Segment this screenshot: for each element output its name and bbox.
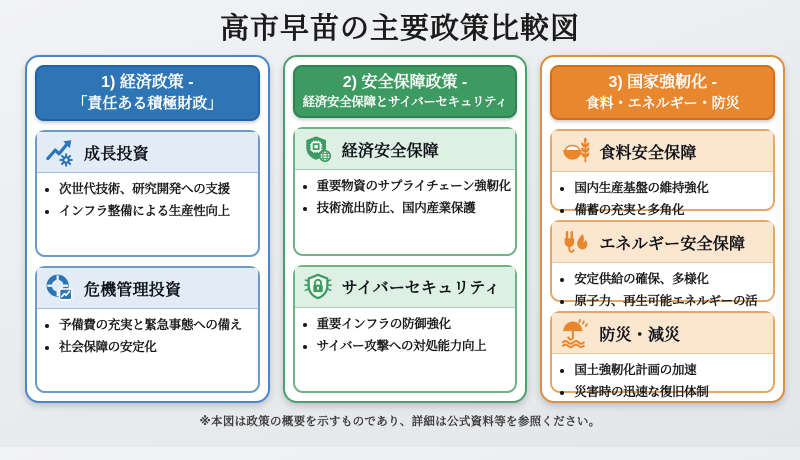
- column-economy: [25, 55, 270, 403]
- column-header-line2: 「責任ある積極財政」: [72, 94, 223, 112]
- rice-bowl-wheat-icon: [560, 136, 590, 166]
- card-header: [295, 267, 516, 308]
- bullet-item: • インフラ整備による生産性向上: [59, 202, 254, 221]
- card-header: [552, 222, 773, 263]
- card-header: [552, 313, 773, 354]
- card-body: [295, 308, 516, 392]
- card-header: [37, 132, 258, 173]
- bullet-item: • 重要インフラの防御強化: [317, 315, 512, 334]
- column-header-line1: 2) 安全保障政策 -: [342, 74, 468, 92]
- bullet-item: • 国土強靭化計画の加速: [574, 361, 769, 380]
- card-body: [37, 173, 258, 255]
- card-title: 経済安全保障: [341, 142, 439, 160]
- card-body: [552, 354, 773, 411]
- column-resilience-header: [550, 65, 775, 120]
- card-title: サイバーセキュリティ: [341, 280, 501, 298]
- card-title: 食料安全保障: [599, 144, 697, 162]
- card-disaster-prevention: [550, 311, 775, 400]
- bullet-item: • 重要物資のサプライチェーン強靭化: [317, 177, 512, 196]
- bullet-item: • 災害時の迅速な復旧体制: [574, 383, 769, 402]
- column-security-header: [293, 65, 518, 118]
- bullet-item: • サイバー攻撃への対処能力向上: [317, 337, 512, 356]
- card-title: 危機管理投資: [84, 281, 182, 299]
- columns-container: [0, 55, 800, 403]
- column-header-line2: 経済安全保障とサイバーセキュリティ: [302, 94, 508, 109]
- card-energy-security: [550, 220, 775, 308]
- bullet-item: • 次世代技術、研究開発への支援: [59, 180, 254, 199]
- card-title: エネルギー安全保障: [599, 235, 746, 253]
- card-food-security: [550, 129, 775, 217]
- card-body: [295, 170, 516, 254]
- footnote: ※本図は政策の概要を示すものであり、詳細は公式資料等を参照ください。: [199, 416, 601, 429]
- card-body: [37, 309, 258, 391]
- card-title: 防災・減災: [599, 326, 681, 344]
- card-cyber-security: [293, 265, 518, 394]
- card-header: [295, 129, 516, 170]
- card-economic-security: [293, 127, 518, 256]
- column-header-line1: 1) 経済政策 -: [101, 74, 194, 92]
- column-resilience: [540, 55, 785, 403]
- shield-lock-icon: [303, 272, 333, 302]
- bullet-item: • 安定供給の確保、多様化: [574, 270, 769, 289]
- bullet-item: • 予備費の充実と緊急事態への備え: [59, 316, 254, 335]
- card-header: [552, 131, 773, 172]
- bullet-item: • 技術流出防止、国内産業保護: [317, 199, 512, 218]
- lifebuoy-chart-icon: [45, 273, 75, 303]
- bullet-item: • 国内生産基盤の維持強化: [574, 179, 769, 198]
- bullet-item: • 社会保障の安定化: [59, 338, 254, 357]
- card-title: 成長投資: [84, 145, 149, 163]
- card-growth-investment: [35, 130, 260, 257]
- column-security: [283, 55, 528, 403]
- column-economy-header: [35, 65, 260, 121]
- umbrella-rain-icon: [560, 318, 590, 348]
- bullet-item: • 備蓄の充実と多角化: [574, 201, 769, 220]
- plug-flame-icon: [560, 227, 590, 257]
- card-header: [37, 268, 258, 309]
- card-crisis-management-investment: [35, 266, 260, 393]
- column-header-line1: 3) 国家強靭化 -: [608, 74, 717, 92]
- growth-chart-icon: [45, 137, 75, 167]
- column-header-line2: 食料・エネルギー・防災: [585, 94, 740, 111]
- page-title: 高市早苗の主要政策比較図: [219, 13, 580, 45]
- shield-chip-icon: [303, 134, 333, 164]
- bullet-item: • 原子力、再生可能エネルギーの活: [574, 292, 769, 330]
